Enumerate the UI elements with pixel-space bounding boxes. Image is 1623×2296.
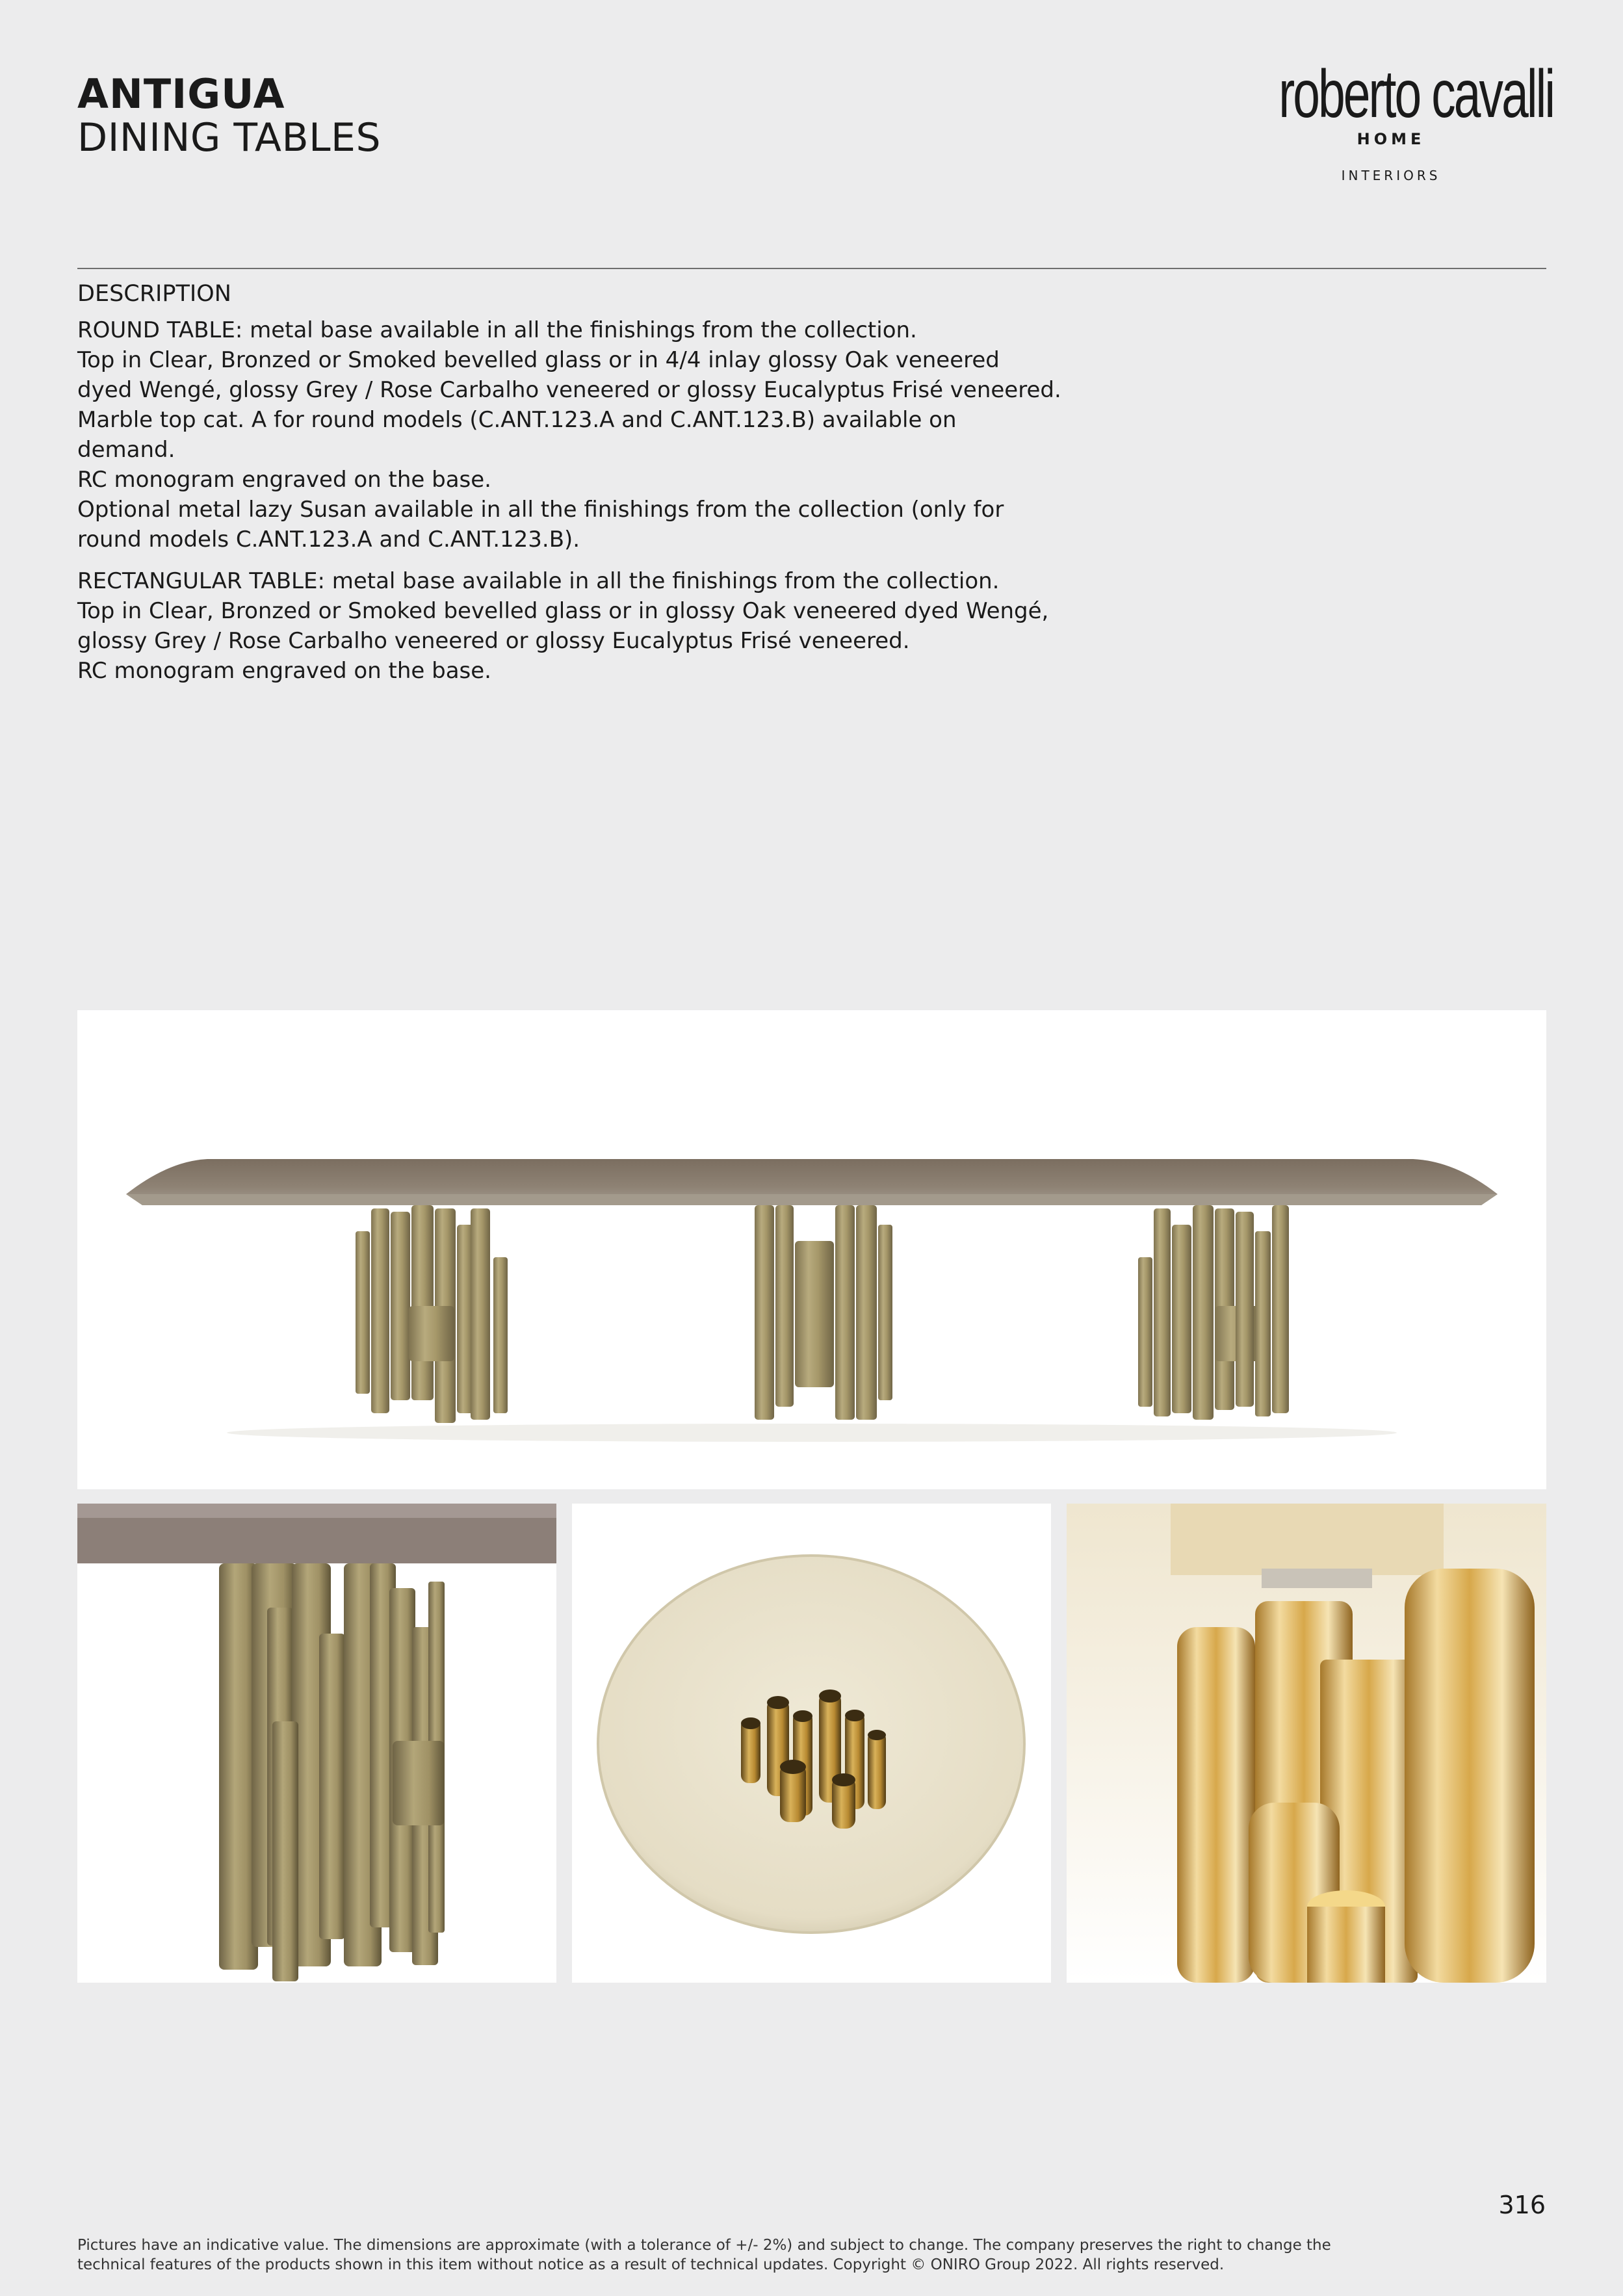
top-view-illustration <box>572 1504 1051 1983</box>
description-line: Marble top cat. A for round models (C.ANT.123.A and C.ANT.123.B) available on <box>77 407 957 433</box>
description-line: RC monogram engraved on the base. <box>77 658 491 684</box>
footer-line: technical features of the products shown in this item without notice as a result of technical updates. Copyright © ONIRO Group 2022. All rights reserved. <box>77 2256 1225 2273</box>
table-front-illustration <box>77 1010 1546 1489</box>
description-heading: DESCRIPTION <box>77 281 231 307</box>
header-divider <box>77 268 1546 269</box>
page-number: 316 <box>1498 2191 1546 2219</box>
description-line: glossy Grey / Rose Carbalho veneered or glossy Eucalyptus Frisé veneered. <box>77 628 910 654</box>
product-photo-base-detail <box>77 1504 556 1983</box>
base-detail-illustration <box>77 1504 556 1983</box>
product-photo-top-view <box>572 1504 1051 1983</box>
description-line: RC monogram engraved on the base. <box>77 467 491 493</box>
product-photo-front <box>77 1010 1546 1489</box>
footer-line: Pictures have an indicative value. The dimensions are approximate (with a tolerance of +/- 2%) and subject to change. The company preserves the right to change the <box>77 2237 1331 2254</box>
product-category: DINING TABLES <box>77 115 382 161</box>
brand-logo-wordmark: roberto cavalli <box>1279 57 1554 132</box>
brand-logo-interiors: INTERIORS <box>1341 168 1441 183</box>
description-line: ROUND TABLE: metal base available in all the finishings from the collection. <box>77 317 917 343</box>
description-line: round models C.ANT.123.A and C.ANT.123.B). <box>77 527 580 553</box>
description-line: Top in Clear, Bronzed or Smoked bevelled glass or in glossy Oak veneered dyed Wengé, <box>77 598 1049 624</box>
footer-disclaimer <box>77 2236 1331 2275</box>
description-line: dyed Wengé, glossy Grey / Rose Carbalho veneered or glossy Eucalyptus Frisé veneered. <box>77 377 1061 403</box>
closeup-illustration <box>1067 1504 1546 1983</box>
brand-logo-home: HOME <box>1357 130 1425 148</box>
description-line: Optional metal lazy Susan available in all the finishings from the collection (only for <box>77 497 1004 523</box>
product-photo-closeup <box>1067 1504 1546 1983</box>
product-title: ANTIGUA <box>77 70 285 118</box>
description-line: Top in Clear, Bronzed or Smoked bevelled glass or in 4/4 inlay glossy Oak veneered <box>77 347 1000 373</box>
brand-logo <box>1235 57 1554 183</box>
round-table-description <box>77 315 1091 554</box>
description-line: demand. <box>77 437 175 463</box>
description-line: RECTANGULAR TABLE: metal base available in all the finishings from the collection. <box>77 568 1000 594</box>
rectangular-table-description <box>77 566 1091 686</box>
